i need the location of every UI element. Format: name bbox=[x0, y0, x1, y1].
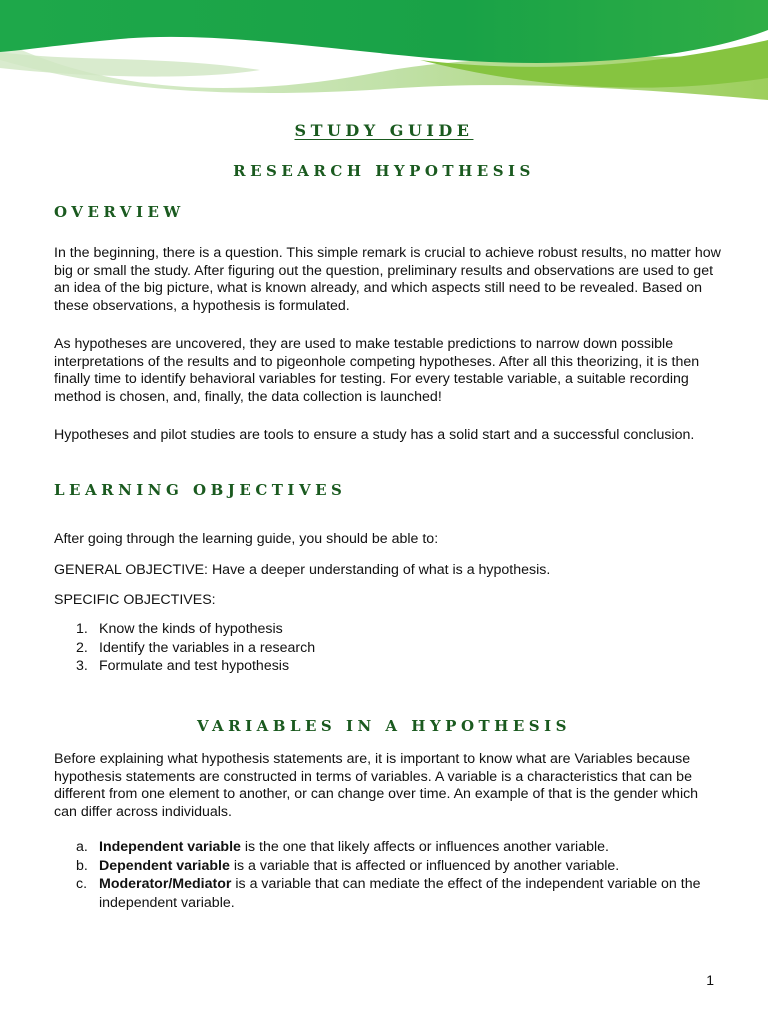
variable-definition: is a variable that can mediate the effect of the independent variable on the independent variable. bbox=[99, 876, 701, 911]
variable-term: Moderator/Mediator bbox=[99, 876, 232, 893]
specific-objectives-list bbox=[54, 620, 722, 676]
list-item bbox=[54, 875, 722, 912]
general-objective: GENERAL OBJECTIVE: Have a deeper understanding of what is a hypothesis. bbox=[54, 562, 551, 578]
list-item bbox=[54, 857, 722, 876]
objectives-intro: After going through the learning guide, you should be able to: bbox=[54, 531, 439, 547]
wave-main-layer bbox=[0, 0, 768, 63]
list-marker: c. bbox=[76, 876, 88, 893]
list-item bbox=[54, 639, 722, 658]
overview-paragraph-2: As hypotheses are uncovered, they are used to make testable predictions to narrow down possible interpretations of the results and to pigeonhole competing hypotheses. After all this theorizing, it is then finally time to identify behavioral variables for testing. For every testable variable, a suitable recording method is chosen, and, finally, the data collection is launched! bbox=[54, 336, 700, 405]
variable-term: Dependent variable bbox=[99, 857, 230, 874]
variable-definition: is the one that likely affects or influences another variable. bbox=[240, 839, 609, 855]
page-number: 1 bbox=[706, 972, 714, 988]
document-subtitle: RESEARCH HYPOTHESIS bbox=[233, 162, 535, 180]
learning-objectives-heading: LEARNING OBJECTIVES bbox=[54, 481, 347, 499]
list-item-text: Know the kinds of hypothesis bbox=[99, 621, 283, 637]
variables-list bbox=[54, 838, 722, 912]
document-title: STUDY GUIDE bbox=[294, 121, 474, 140]
header-wave-banner bbox=[0, 0, 768, 100]
wave-soft-layer bbox=[0, 52, 260, 77]
list-item bbox=[54, 838, 722, 857]
list-marker: a. bbox=[76, 839, 88, 855]
list-marker: 3. bbox=[76, 658, 88, 675]
list-marker: 1. bbox=[76, 621, 88, 637]
overview-paragraph-3: Hypotheses and pilot studies are tools to ensure a study has a solid start and a successful conclusion. bbox=[54, 427, 695, 443]
list-item-text: Identify the variables in a research bbox=[99, 639, 316, 656]
list-marker: 2. bbox=[76, 639, 88, 656]
list-item bbox=[54, 657, 722, 676]
variables-heading: VARIABLES IN A HYPOTHESIS bbox=[197, 717, 571, 735]
list-marker: b. bbox=[76, 857, 88, 874]
variable-definition: is a variable that is affected or influenced by another variable. bbox=[229, 857, 620, 874]
variable-term: Independent variable bbox=[99, 839, 241, 855]
list-item-text: Formulate and test hypothesis bbox=[99, 658, 290, 675]
variables-paragraph: Before explaining what hypothesis statements are, it is important to know what are Variables because hypothesis statements are constructed in terms of variables. A variable is a characteristics that can be different from one element to another, or can change over time. An example of that is the gender which can differ across individuals. bbox=[54, 751, 699, 820]
list-item bbox=[54, 620, 722, 639]
specific-objectives-label: SPECIFIC OBJECTIVES: bbox=[54, 592, 216, 608]
overview-heading: OVERVIEW bbox=[54, 203, 185, 221]
overview-paragraph-1: In the beginning, there is a question. This simple remark is crucial to achieve robust results, no matter how big or small the study. After figuring out the question, preliminary results and observations are used to get an idea of the big picture, what is known already, and which aspects still need to be revealed. Based on these observations, a hypothesis is formulated. bbox=[54, 245, 721, 314]
